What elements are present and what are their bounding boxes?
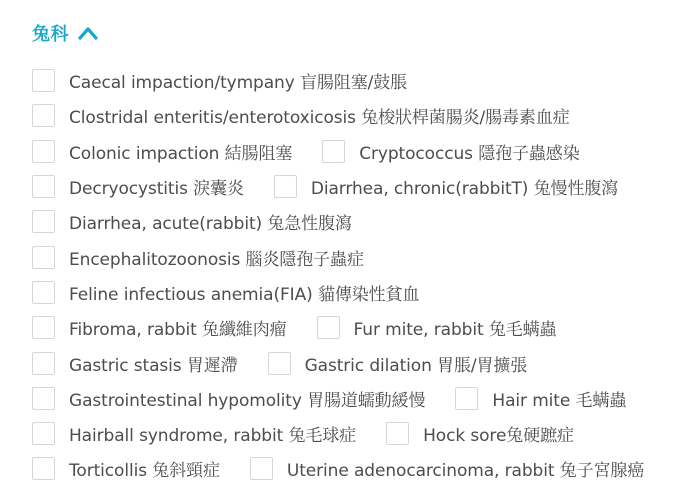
checkbox[interactable] [322,140,345,163]
checkbox-item[interactable] [32,209,352,234]
section-title: 兔科 [32,24,69,45]
checkbox[interactable] [32,422,55,445]
checkbox[interactable] [455,387,478,410]
checkbox-row [32,98,691,133]
checkbox-item[interactable] [32,245,364,270]
checkbox-label: Feline infectious anemia(FIA) 貓傳染性貧血 [69,284,420,305]
checkbox[interactable] [274,175,297,198]
checkbox-row [32,275,691,310]
checkbox-item[interactable] [32,351,238,376]
checkbox-label: Encephalitozoonosis 腦炎隱孢子蟲症 [69,249,364,270]
checkbox-row [32,381,691,416]
checkbox-item[interactable] [32,386,425,411]
checkbox-label: Fur mite, rabbit 兔毛螨蟲 [353,320,557,341]
checkbox-label: Clostridal enteritis/enterotoxicosis 兔梭狀桿菌腸炎/腸毒素血症 [69,108,570,129]
checkbox-item[interactable] [274,174,618,199]
checkbox[interactable] [32,316,55,339]
checkbox-row [32,451,691,486]
checkbox[interactable] [32,246,55,269]
checkbox[interactable] [32,352,55,375]
checkbox[interactable] [32,175,55,198]
checkbox[interactable] [32,104,55,127]
checkbox-row [32,239,691,274]
checkbox[interactable] [32,281,55,304]
checkbox[interactable] [32,387,55,410]
section-header-toggle[interactable] [32,19,691,47]
checkbox-label: Hock sore兔硬蹠症 [423,426,574,447]
checkbox-label: Gastric dilation 胃脹/胃擴張 [304,355,528,376]
checkbox-item[interactable] [32,174,244,199]
checkbox-label: Uterine adenocarcinoma, rabbit 兔子宮腺癌 [286,461,645,482]
checkbox-item[interactable] [317,315,557,340]
checkbox-label: Hairball syndrome, rabbit 兔毛球症 [69,426,357,447]
checkbox-label: Fibroma, rabbit 兔纖維肉瘤 [69,320,287,341]
checkbox-row [32,134,691,169]
checkbox[interactable] [32,457,55,480]
checkbox-item[interactable] [32,456,220,481]
checkbox[interactable] [32,210,55,233]
checkbox-item[interactable] [32,68,407,93]
checkbox-item[interactable] [32,280,419,305]
checkbox[interactable] [386,422,409,445]
checkbox-label: Hair mite 毛螨蟲 [492,390,627,411]
checkbox-label: Caecal impaction/tympany 盲腸阻塞/鼓脹 [69,73,408,94]
checkbox[interactable] [32,140,55,163]
checkbox-label: Gastrointestinal hypomolity 胃腸道蠕動緩慢 [69,390,426,411]
checkbox-item[interactable] [32,315,287,340]
checkbox[interactable] [250,457,273,480]
checkbox-item[interactable] [386,421,574,446]
checkbox-row [32,63,691,98]
checkbox-item[interactable] [455,386,626,411]
checkbox-label: Gastric stasis 胃遲滯 [69,355,238,376]
checkbox-list [32,63,691,487]
checkbox-row [32,345,691,380]
checkbox[interactable] [32,69,55,92]
checkbox-item[interactable] [32,421,356,446]
checkbox-item[interactable] [32,103,570,128]
checkbox-label: Colonic impaction 結腸阻塞 [69,143,293,164]
checkbox-label: Torticollis 兔斜頸症 [69,461,220,482]
checkbox[interactable] [268,352,291,375]
checkbox-label: Diarrhea, acute(rabbit) 兔急性腹瀉 [69,214,352,235]
checkbox-row [32,416,691,451]
checkbox-label: Cryptococcus 隱孢子蟲感染 [359,143,580,164]
checkbox-label: Diarrhea, chronic(rabbitT) 兔慢性腹瀉 [310,179,619,200]
checkbox[interactable] [317,316,340,339]
checkbox-row [32,310,691,345]
checkbox-item[interactable] [322,139,579,164]
chevron-up-icon[interactable] [77,23,99,43]
checkbox-row [32,204,691,239]
checkbox-item[interactable] [250,456,644,481]
checkbox-row [32,169,691,204]
checkbox-label: Decryocystitis 淚囊炎 [69,179,244,200]
checkbox-item[interactable] [32,139,292,164]
checkbox-item[interactable] [268,351,528,376]
